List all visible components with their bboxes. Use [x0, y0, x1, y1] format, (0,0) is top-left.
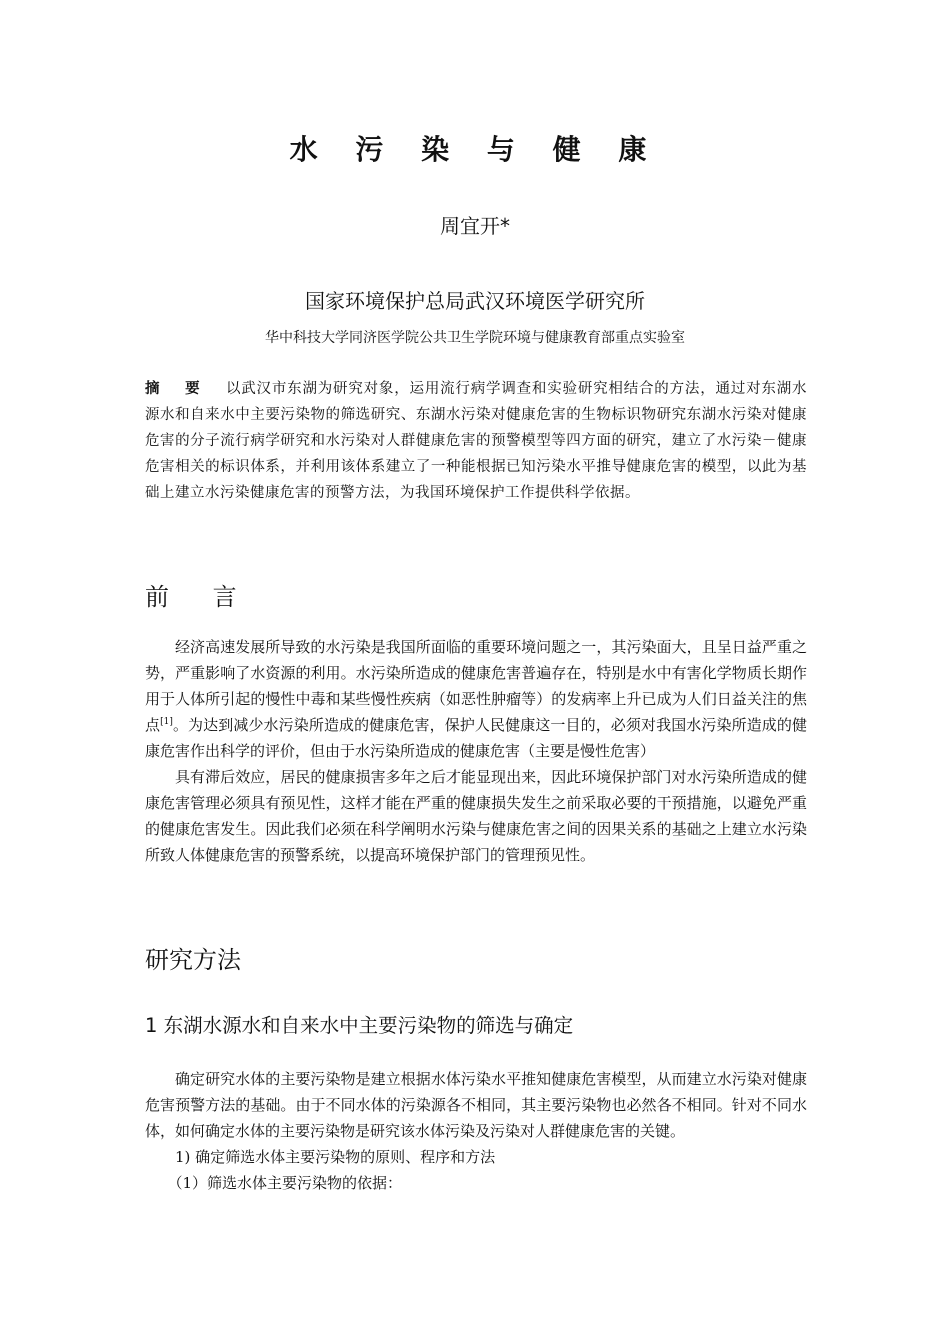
abstract-text: 以武汉市东湖为研究对象，运用流行病学调查和实验研究相结合的方法，通过对东湖水源水和自来水中主要污染物的筛选研究、东湖水污染对健康危害的生物标识物研究东湖水污染对健康危害的分子流行病学研究和水污染对人群健康危害的预警模型等四方面的研究，建立了水污染－健康危害相关的标识体系，并利用该体系建立了一种能根据已知污染水平推导健康危害的模型，以此为基础上建立水污染健康危害的预警方法，为我国环境保护工作提供科学依据。 [145, 381, 807, 501]
section-heading-preface: 前 言 [145, 583, 255, 611]
methods-body [145, 1066, 807, 1196]
paragraph: 确定研究水体的主要污染物是建立根据水体污染水平推知健康危害模型，从而建立水污染对健康危害预警方法的基础。由于不同水体的污染源各不相同，其主要污染物也必然各不相同。针对不同水体，如何确定水体的主要污染物是研究该水体污染及污染对人群健康危害的关键。 [145, 1070, 807, 1140]
institution: 国家环境保护总局武汉环境医学研究所 [305, 289, 645, 313]
paper-title: 水 污 染 与 健 康 [289, 133, 661, 166]
paragraph-text: 。为达到减少水污染所造成的健康危害，保护人民健康这一目的，必须对我国水污染所造成的健康危害作出科学的评价，但由于水污染所造成的健康危害（主要是慢性危害） [145, 716, 807, 760]
subsection-heading: 1 东湖水源水和自来水中主要污染物的筛选与确定 [145, 1014, 574, 1037]
section-heading-methods: 研究方法 [145, 946, 241, 974]
paragraph [145, 634, 807, 764]
affiliation: 华中科技大学同济医学院公共卫生学院环境与健康教育部重点实验室 [265, 330, 685, 346]
citation-ref: [1] [160, 717, 173, 727]
preface-body [145, 634, 807, 868]
abstract [145, 376, 807, 506]
list-item: 1) 确定筛选水体主要污染物的原则、程序和方法 [175, 1148, 496, 1166]
list-item: （1）筛选水体主要污染物的依据： [167, 1174, 403, 1192]
paragraph-text: 经济高速发展所导致的水污染是我国所面临的重要环境问题之一，其污染面大，且呈日益严重之势，严重影响了水资源的利用。水污染所造成的健康危害普遍存在，特别是水中有害化学物质长期作用于人体所引起的慢性中毒和某些慢性疾病（如恶性肿瘤等）的发病率上升已成为人们日益关注的焦点 [145, 638, 807, 734]
paragraph: 具有滞后效应，居民的健康损害多年之后才能显现出来，因此环境保护部门对水污染所造成的健康危害管理必须具有预见性，这样才能在严重的健康损失发生之前采取必要的干预措施，以避免严重的健康危害发生。因此我们必须在科学阐明水污染与健康危害之间的因果关系的基础之上建立水污染所致人体健康危害的预警系统，以提高环境保护部门的管理预见性。 [145, 768, 807, 864]
author-name: 周宜开* [440, 214, 510, 238]
abstract-label: 摘 要 [145, 380, 210, 397]
